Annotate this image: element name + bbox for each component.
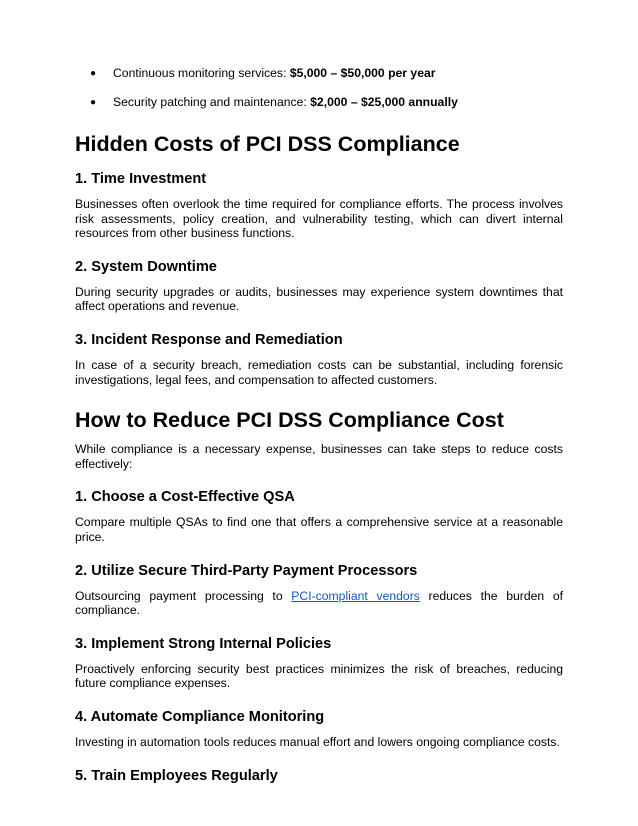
section-heading-hidden-costs: Hidden Costs of PCI DSS Compliance [75,132,460,156]
paragraph-third-party-processors [75,589,563,618]
subheading-internal-policies: 3. Implement Strong Internal Policies [75,635,332,652]
list-item [75,95,563,110]
paragraph-text: Outsourcing payment processing to [75,588,292,603]
subheading-automate-monitoring: 4. Automate Compliance Monitoring [75,708,325,725]
list-item [75,66,563,81]
subheading-time-investment: 1. Time Investment [75,171,207,187]
document-body [75,66,563,785]
cost-bullet-list [75,66,563,110]
subheading-third-party-processors: 2. Utilize Secure Third-Party Payment Processors [75,562,418,579]
subheading-choose-qsa: 1. Choose a Cost-Effective QSA [75,489,295,506]
paragraph-time-investment: Businesses often overlook the time required for compliance efforts. The process involves risk assessments, policy creation, and vulnerability testing, which can divert internal resources from other business functions. [75,197,563,241]
pci-compliant-vendors-link[interactable]: PCI-compliant vendors [291,588,420,603]
bullet-label: Security patching and maintenance: [113,95,311,109]
paragraph-incident-response: In case of a security breach, remediation costs can be substantial, including forensic investigations, legal fees, and compensation to affected customers. [75,357,563,387]
subheading-train-employees: 5. Train Employees Regularly [75,767,278,784]
bullet-value: $2,000 – $25,000 annually [310,95,458,109]
paragraph-choose-qsa: Compare multiple QSAs to find one that offers a comprehensive service at a reasonable price. [75,515,563,544]
section-heading-reduce-costs: How to Reduce PCI DSS Compliance Cost [75,408,504,433]
subheading-system-downtime: 2. System Downtime [75,258,217,275]
bullet-icon: ● [90,97,97,108]
subheading-incident-response: 3. Incident Response and Remediation [75,331,343,348]
paragraph-automate-monitoring: Investing in automation tools reduces manual effort and lowers ongoing compliance costs. [75,734,560,749]
bullet-label: Continuous monitoring services: [113,66,290,80]
paragraph-system-downtime: During security upgrades or audits, businesses may experience system downtimes that affect operations and revenue. [75,284,563,314]
paragraph-reduce-intro: While compliance is a necessary expense, businesses can take steps to reduce costs effectively: [75,442,563,471]
paragraph-internal-policies: Proactively enforcing security best practices minimizes the risk of breaches, reducing future compliance expenses. [75,661,563,691]
paragraph-text: reduces the burden of compliance. [75,588,563,618]
bullet-icon: ● [90,68,97,79]
bullet-value: $5,000 – $50,000 per year [289,66,436,80]
